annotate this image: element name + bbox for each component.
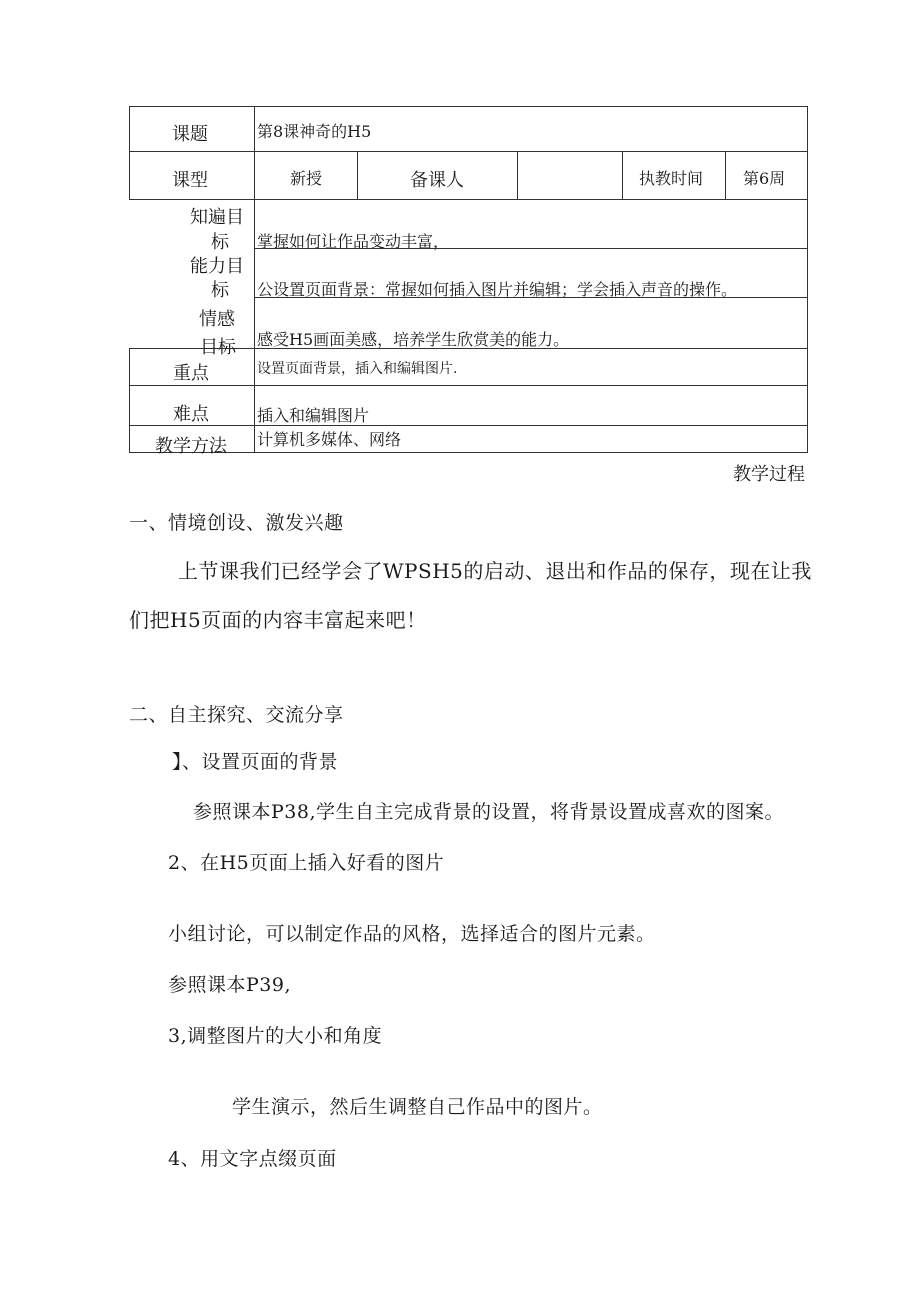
knowledge-label: 标	[211, 232, 229, 253]
section-1-paragraph: 上节课我们已经学会了WPSH5的启动、退出和作品的保存，现在让我	[178, 559, 812, 583]
item-2-heading: 2、在H5页面上插入好看的图片	[168, 852, 445, 874]
process-title: 教学过程	[733, 464, 805, 485]
item-3-text: 学生演示，然后生调整自己作品中的图片。	[232, 1096, 603, 1118]
item-1-text: 参照课本P38,学生自主完成背景的设置，将背景设置成喜欢的图案。	[193, 801, 785, 823]
item-2-text: 参照课本P39,	[168, 974, 292, 996]
difficulty-label: 难点	[173, 404, 209, 425]
section-1-heading: 一、情境创设、激发兴趣	[129, 512, 344, 534]
ability-label: 标	[211, 280, 229, 301]
method-value: 计算机多媒体、网络	[257, 430, 402, 449]
knowledge-value: 掌握如何让作品变动丰富，	[257, 232, 450, 251]
item-3-heading: 3,调整图片的大小和角度	[168, 1025, 383, 1047]
key-value: 设置页面背景，插入和编辑图片.	[257, 361, 458, 377]
item-4-heading: 4、用文字点缀页面	[168, 1148, 337, 1170]
item-1-heading: 】、设置页面的背景	[172, 751, 339, 773]
table-border	[129, 425, 808, 426]
table-border	[254, 106, 255, 453]
type-label: 课型	[172, 170, 208, 191]
emotion-label: 情感	[199, 309, 235, 330]
table-border	[129, 199, 808, 200]
time-label: 执教时间	[639, 169, 704, 188]
method-label: 教学方法	[155, 436, 227, 457]
emotion-value: 感受H5画面美感，培养学生欣赏美的能力。	[257, 330, 570, 349]
type-value: 新授	[290, 169, 323, 188]
table-border	[129, 151, 808, 152]
table-border	[129, 106, 130, 200]
section-2-heading: 二、自主探究、交流分享	[129, 704, 344, 726]
table-border	[517, 151, 518, 200]
item-2-text: 小组讨论，可以制定作品的风格，选择适合的图片元素。	[168, 923, 656, 945]
knowledge-label: 知遍目	[190, 207, 244, 228]
table-border	[622, 151, 623, 200]
table-border	[129, 452, 808, 453]
key-label: 重点	[173, 363, 209, 384]
topic-label: 课题	[172, 124, 208, 145]
topic-value: 第8课神奇的H5	[257, 122, 372, 141]
emotion-label: 目标	[200, 337, 236, 358]
ability-value: 公设置页面背景：常握如何插入图片并编辑；学会插入声音的操作。	[257, 280, 738, 299]
table-border	[357, 151, 358, 200]
ability-label: 能力目	[190, 256, 244, 277]
table-border	[129, 106, 808, 107]
table-border	[725, 151, 726, 200]
section-1-paragraph: 们把H5页面的内容丰富起来吧！	[129, 608, 427, 632]
preparer-label: 备课人	[410, 170, 464, 191]
emotion-label-clip	[190, 333, 250, 358]
table-border	[129, 348, 130, 453]
table-border	[129, 385, 808, 386]
time-value: 第6周	[743, 169, 786, 188]
difficulty-value: 插入和编辑图片	[257, 406, 370, 425]
table-border	[807, 106, 808, 453]
